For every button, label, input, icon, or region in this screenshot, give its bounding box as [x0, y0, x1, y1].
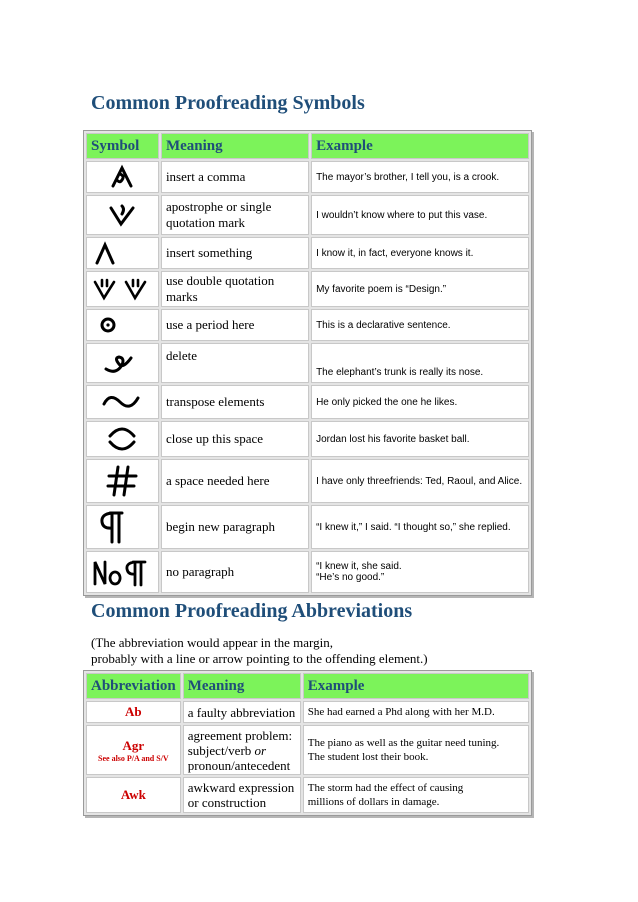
example-line: “He’s no good.” — [316, 572, 385, 583]
meaning-line: agreement problem: — [187, 727, 293, 743]
meaning-cell: close up this space — [161, 421, 309, 457]
apostrophe-caret-icon — [107, 202, 137, 228]
proofreading-symbols-table — [83, 130, 532, 596]
abbreviation-cell: Awk — [86, 777, 181, 813]
abbreviation-cell — [86, 725, 181, 775]
meaning-line: pronoun/antecedent — [187, 757, 291, 773]
circled-period-icon — [97, 314, 121, 336]
example-line: millions of dollars in damage. — [307, 796, 440, 808]
example-cell — [303, 725, 529, 775]
abbreviation-cell: Ab — [86, 701, 181, 723]
table-header-row — [86, 673, 529, 699]
meaning-cell — [183, 725, 301, 775]
example-cell: The elephant’s trunk is really its nose. — [311, 343, 529, 383]
example-cell: This is a declarative sentence. — [311, 309, 529, 341]
meaning-line: subject/verb — [187, 742, 252, 758]
table-row — [86, 195, 529, 235]
see-also-note: See also P/A and S/V — [98, 753, 169, 763]
example-cell: I wouldn’t know where to put this vase. — [311, 195, 529, 235]
abbreviations-intro — [91, 635, 428, 667]
header-symbol: Symbol — [86, 133, 159, 159]
intro-line: (The abbreviation would appear in the margin, — [91, 635, 333, 650]
meaning-cell: insert a comma — [161, 161, 309, 193]
meaning-cell: use a period here — [161, 309, 309, 341]
table-row — [86, 343, 529, 383]
meaning-cell: delete — [161, 343, 309, 383]
symbols-section-title: Common Proofreading Symbols — [91, 92, 365, 114]
table-row — [86, 237, 529, 269]
table-row — [86, 551, 529, 593]
header-meaning: Meaning — [161, 133, 309, 159]
example-cell: “I knew it,” I said. “I thought so,” she replied. — [311, 505, 529, 549]
table-row — [86, 161, 529, 193]
table-row — [86, 777, 529, 813]
hash-icon — [104, 463, 140, 499]
table-row — [86, 459, 529, 503]
meaning-line: or construction — [187, 795, 267, 810]
table-row — [86, 421, 529, 457]
meaning-cell: use double quotation marks — [161, 271, 309, 307]
intro-line: probably with a line or arrow pointing to the offending element.) — [91, 651, 428, 666]
meaning-cell: no paragraph — [161, 551, 309, 593]
example-cell: He only picked the one he likes. — [311, 385, 529, 419]
header-example: Example — [311, 133, 529, 159]
table-row — [86, 385, 529, 419]
example-cell: She had earned a Phd along with her M.D. — [303, 701, 529, 723]
table-row — [86, 701, 529, 723]
table-row — [86, 725, 529, 775]
proofreading-abbreviations-table — [83, 670, 532, 816]
no-pilcrow-icon — [91, 556, 153, 588]
delete-loop-icon — [102, 349, 142, 377]
example-cell: The mayor’s brother, I tell you, is a crook. — [311, 161, 529, 193]
comma-caret-icon — [107, 164, 137, 190]
meaning-cell: transpose elements — [161, 385, 309, 419]
meaning-cell: begin new paragraph — [161, 505, 309, 549]
example-cell — [303, 777, 529, 813]
table-row — [86, 505, 529, 549]
meaning-line: awkward expression — [187, 780, 295, 795]
abbreviations-section-title: Common Proofreading Abbreviations — [91, 600, 413, 622]
table-row — [86, 309, 529, 341]
meaning-cell — [183, 777, 301, 813]
example-line: The piano as well as the guitar need tuning. — [307, 737, 500, 749]
header-abbreviation: Abbreviation — [86, 673, 181, 699]
example-cell: I have only threefriends: Ted, Raoul, and Alice. — [311, 459, 529, 503]
example-cell: Jordan lost his favorite basket ball. — [311, 421, 529, 457]
double-quote-caret-icon — [92, 276, 152, 302]
example-line: The storm had the effect of causing — [307, 782, 464, 794]
example-cell: I know it, in fact, everyone knows it. — [311, 237, 529, 269]
meaning-or: or — [254, 742, 267, 758]
meaning-cell: a faulty abbreviation — [183, 701, 301, 723]
table-row — [86, 271, 529, 307]
example-cell — [311, 551, 529, 593]
caret-icon — [91, 241, 121, 265]
meaning-cell: insert something — [161, 237, 309, 269]
transpose-icon — [100, 390, 144, 414]
header-meaning: Meaning — [183, 673, 301, 699]
header-example: Example — [303, 673, 529, 699]
pilcrow-icon — [97, 509, 131, 545]
close-up-icon — [105, 425, 139, 453]
abbreviation-label: Agr — [122, 737, 145, 753]
meaning-cell: a space needed here — [161, 459, 309, 503]
example-line: “I knew it, she said. — [316, 561, 402, 572]
table-header-row — [86, 133, 529, 159]
example-line: The student lost their book. — [307, 751, 429, 763]
example-cell: My favorite poem is “Design.” — [311, 271, 529, 307]
meaning-cell: apostrophe or single quotation mark — [161, 195, 309, 235]
